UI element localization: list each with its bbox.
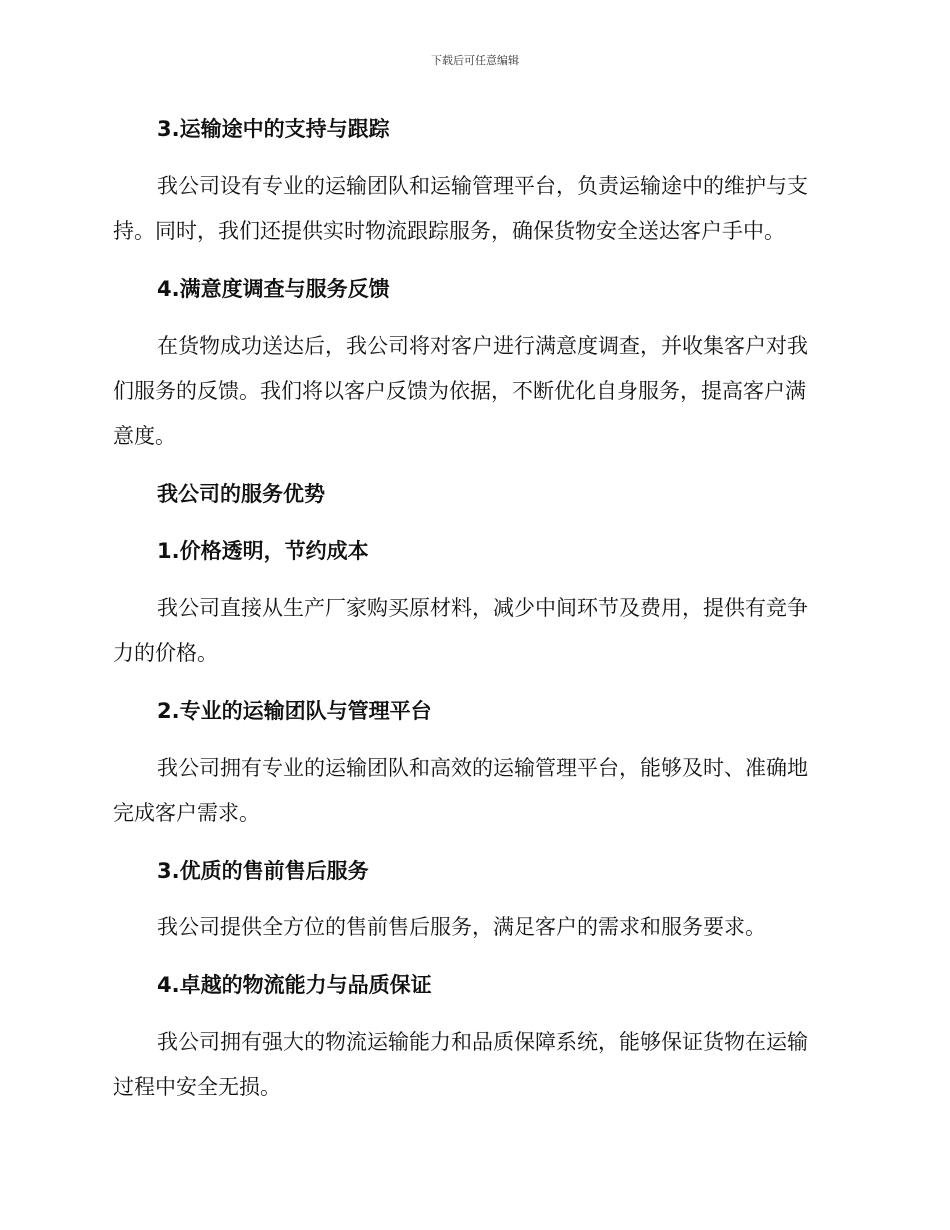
section-heading: 2.专业的运输团队与管理平台 — [157, 699, 432, 723]
paragraph-line: 我公司拥有强大的物流运输能力和品质保障系统，能够保证货物在运输 — [157, 1030, 808, 1054]
paragraph-line: 我公司提供全方位的售前售后服务，满足客户的需求和服务要求。 — [157, 915, 766, 939]
paragraph-line: 我公司直接从生产厂家购买原材料，减少中间环节及费用，提供有竞争 — [157, 596, 808, 620]
paragraph-line: 持。同时，我们还提供实时物流跟踪服务，确保货物安全送达客户手中。 — [113, 219, 785, 243]
section-heading: 3.运输途中的支持与跟踪 — [157, 117, 390, 141]
section-heading: 1.价格透明，节约成本 — [157, 539, 369, 563]
section-heading: 4.卓越的物流能力与品质保证 — [157, 973, 432, 997]
section-heading: 3.优质的售前售后服务 — [157, 859, 369, 883]
paragraph-line: 过程中安全无损。 — [113, 1075, 281, 1099]
paragraph-line: 完成客户需求。 — [113, 801, 260, 825]
paragraph-line: 我公司设有专业的运输团队和运输管理平台，负责运输途中的维护与支 — [157, 174, 808, 198]
paragraph-line: 们服务的反馈。我们将以客户反馈为依据，不断优化自身服务，提高客户满 — [113, 379, 806, 403]
section-heading: 4.满意度调查与服务反馈 — [157, 277, 390, 301]
page-header: 下载后可任意编辑 — [431, 54, 519, 67]
section-heading: 我公司的服务优势 — [157, 482, 325, 506]
paragraph-line: 在货物成功送达后，我公司将对客户进行满意度调查，并收集客户对我 — [157, 334, 808, 358]
paragraph-line: 力的价格。 — [113, 641, 218, 665]
paragraph-line: 意度。 — [113, 424, 176, 448]
paragraph-line: 我公司拥有专业的运输团队和高效的运输管理平台，能够及时、准确地 — [157, 756, 808, 780]
